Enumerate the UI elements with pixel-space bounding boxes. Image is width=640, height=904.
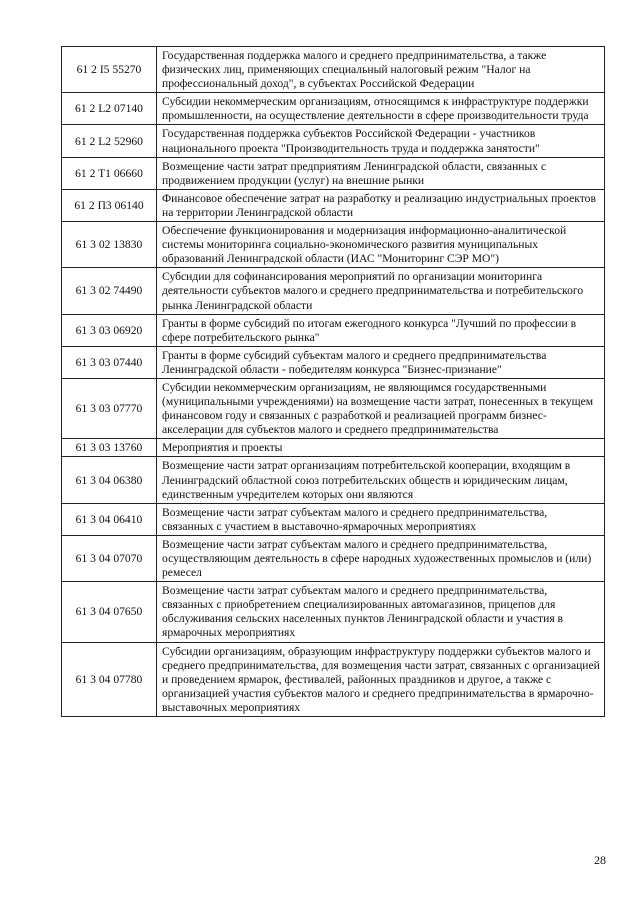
row-description: Субсидии некоммерческим организациям, относящимся к инфраструктуре поддержки промышленности, на осуществление деятельности в сфере производительности труда	[157, 93, 605, 125]
row-description: Возмещение части затрат субъектам малого и среднего предпринимательства, осуществляющим деятельность в сфере народных художественных промыслов и (или) ремесел	[157, 535, 605, 581]
table-row	[62, 535, 605, 581]
table-row	[62, 503, 605, 535]
row-code: 61 3 03 06920	[62, 314, 157, 346]
row-code: 61 2 L2 52960	[62, 125, 157, 157]
row-description: Возмещение части затрат субъектам малого и среднего предпринимательства, связанных с приобретением специализированных автомагазинов, прицепов для обслуживания сельских населенных пунктов Ленинградской области и участия в ярмарочных мероприятиях	[157, 582, 605, 642]
table-row	[62, 457, 605, 503]
row-description: Финансовое обеспечение затрат на разработку и реализацию индустриальных проектов на территории Ленинградской области	[157, 189, 605, 221]
row-code: 61 3 04 06410	[62, 503, 157, 535]
table-row	[62, 47, 605, 93]
row-description: Возмещение части затрат организациям потребительской кооперации, входящим в Ленинградский областной союз потребительских обществ и юридическим лицам, единственным учредителем которых они являются	[157, 457, 605, 503]
table-body	[62, 47, 605, 717]
table-row	[62, 93, 605, 125]
table-row	[62, 346, 605, 378]
row-code: 61 3 03 07440	[62, 346, 157, 378]
row-description: Субсидии некоммерческим организациям, не являющимся государственными (муниципальными учреждениями) на возмещение части затрат, понесенных в текущем финансовом году и связанных с разработкой и реализацией программ бизнес-акселерации для субъектов малого и среднего предпринимательства	[157, 378, 605, 438]
table-row	[62, 125, 605, 157]
row-code: 61 3 04 06380	[62, 457, 157, 503]
row-code: 61 3 02 74490	[62, 268, 157, 314]
row-description: Возмещение части затрат предприятиям Ленинградской области, связанных с продвижением продукции (услуг) на внешние рынки	[157, 157, 605, 189]
row-description: Гранты в форме субсидий субъектам малого и среднего предпринимательства Ленинградской области - победителям конкурса "Бизнес-признание"	[157, 346, 605, 378]
table-row	[62, 378, 605, 438]
table-row	[62, 189, 605, 221]
row-code: 61 3 04 07070	[62, 535, 157, 581]
row-description: Субсидии организациям, образующим инфраструктуру поддержки субъектов малого и среднего предпринимательства, для возмещения части затрат, связанных с организацией и проведением ярмарок, фестивалей, районных праздников и другое, а также с организацией участия субъектов малого и среднего предпринимательства в ярмарочно-выставочных мероприятиях	[157, 642, 605, 716]
page-number: 28	[594, 853, 606, 867]
row-code: 61 3 04 07650	[62, 582, 157, 642]
row-description: Возмещение части затрат субъектам малого и среднего предпринимательства, связанных с участием в выставочно-ярмарочных мероприятиях	[157, 503, 605, 535]
budget-classification-table	[61, 46, 605, 717]
table-row	[62, 439, 605, 457]
table-row	[62, 268, 605, 314]
row-code: 61 2 T1 06660	[62, 157, 157, 189]
row-description: Гранты в форме субсидий по итогам ежегодного конкурса "Лучший по профессии в сфере потребительского рынка"	[157, 314, 605, 346]
row-description: Мероприятия и проекты	[157, 439, 605, 457]
row-code: 61 3 04 07780	[62, 642, 157, 716]
row-code: 61 3 03 13760	[62, 439, 157, 457]
row-code: 61 2 П3 06140	[62, 189, 157, 221]
row-description: Субсидии для софинансирования мероприятий по организации мониторинга деятельности субъектов малого и среднего предпринимательства и потребительского рынка Ленинградской области	[157, 268, 605, 314]
table-row	[62, 642, 605, 716]
row-description: Обеспечение функционирования и модернизация информационно-аналитической системы мониторинга социально-экономического развития муниципальных образований Ленинградской области (ИАС "Мониторинг СЭР МО")	[157, 222, 605, 268]
table-row	[62, 222, 605, 268]
table-row	[62, 582, 605, 642]
row-description: Государственная поддержка субъектов Российской Федерации - участников национального проекта "Производительность труда и поддержка занятости"	[157, 125, 605, 157]
row-code: 61 3 02 13830	[62, 222, 157, 268]
table-row	[62, 157, 605, 189]
row-code: 61 2 L2 07140	[62, 93, 157, 125]
row-code: 61 3 03 07770	[62, 378, 157, 438]
table-row	[62, 314, 605, 346]
row-code: 61 2 I5 55270	[62, 47, 157, 93]
row-description: Государственная поддержка малого и среднего предпринимательства, а также физических лиц, применяющих специальный налоговый режим "Налог на профессиональный доход", в субъектах Российской Федерации	[157, 47, 605, 93]
